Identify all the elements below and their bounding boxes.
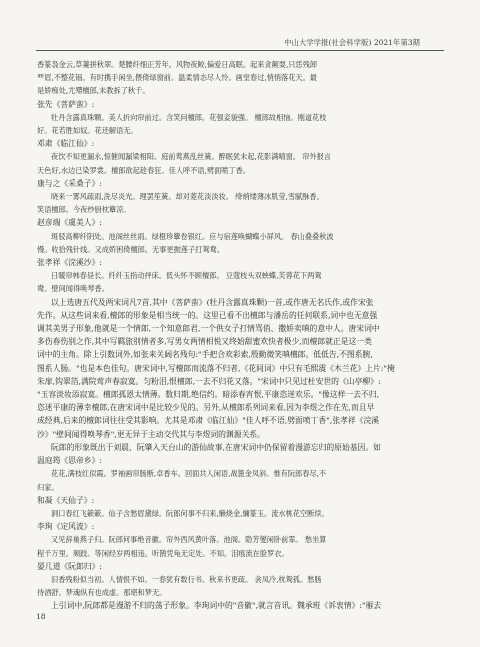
text-line: 夜饮不知更漏永,惊催闻漏梁相阳。庭前莺燕乱丝簧。醉眠犹未起,花影满晴窗。 帘外报言 <box>51 152 331 162</box>
text-line: 李珣《定风波》: <box>37 522 95 532</box>
text-line: 慢。收拾残针线。又成娇困倚檀郎。无事更抛莲子打鸳鸯。 <box>37 244 224 254</box>
header-rule <box>36 50 444 51</box>
text-line: 以上选唐五代及两宋词凡7首,其中《菩萨蛮》(牡丹含露真珠颗)一首,或作唐无名氏作,或作宋张 <box>51 297 374 307</box>
text-line: 和凝《天仙子》: <box>37 495 95 505</box>
text-line: 香篆袅金云,草萋拼秋翠。楚腰纤细正芳年。风物夜鲛,偏爱日高眠。起来贪颠耍,只恁残卸 <box>37 60 317 69</box>
text-line: 待酒舒。梦魂纵有也成虚。那堪和梦无。 <box>37 588 167 598</box>
text-line: 是娇痴处,尤殢檀郎,未教拆了秋千。 <box>37 86 150 96</box>
text-line: 赵彦端《虞美人》: <box>37 218 103 228</box>
text-line: 归家。 <box>37 482 59 492</box>
text-line: 又见辞巢燕子归。阮郎何事绝音徽。帘外西风黄叶落。池阁。隐芳燮闲卧前霏。 愁坐算 <box>51 535 327 545</box>
text-line: 调其美男子形象,他就是一个情郎,一个知意郎君,一个供女子打情骂俏、撒娇卖嗔的意中人。唐宋词中 <box>37 324 380 334</box>
journal-header: 中山大学学报(社会科学版) 2021年第3期 <box>284 38 420 47</box>
text-line: 张先《菩萨蛮》: <box>37 99 95 109</box>
text-line: 多伤春伤别之作,其中写羁旅别情者多,写男女两情相悦又终始甜蜜欢快者极少,而檀郎就正是这一类 <box>37 337 372 347</box>
text-line: 阮郎的形象既出于刘晨、阮肇入天台山的游仙故事,在唐宋词中仍保留着漫游忘归的原始基因。如 <box>51 442 381 452</box>
text-line: 晏几道《阮郎归》: <box>37 561 103 571</box>
text-line: 斑驳高柳纤阴处。池阁丝丝雨。绿橙珍簟卷银红。应与宿莲唤蝴蝶小屏风。 春山叠叠秋波 <box>51 231 334 241</box>
text-line: 康与之《采桑子》: <box>37 178 103 188</box>
text-line: 天色好,水边已染罗裳。檀郎欲起趁春狂。佳人呼不语,劈面喷丁香。 <box>37 165 251 175</box>
text-line: 温庭筠《思帝乡》: <box>37 456 103 466</box>
text-line: 张孝祥《浣溪沙》: <box>37 258 103 268</box>
text-line: 花花,满枝红似霞。罗袖画帘肠断,卓香车。回面共人闲语,战篦金凤斜。惟有阮郎春尽,不 <box>51 469 327 479</box>
text-line: 先作。从这些词来看,檀郎的形象是相当统一的。这里已看不出檀郎与潘岳的任何联系,词中也无意强 <box>37 310 378 320</box>
text-line: 朱扉,钩翠箔,满院莺声春寂寞。匀粉泪,恨檀郎,一去不归花又落。"宋词中只见过杜安世的《山亭柳》: <box>37 376 381 386</box>
text-line: 日暖帘帏春昼长。纤纤玉指动抨床。低头怀不顾檀郎。 豆蔻枝头双蛱蝶,芙蓉花下两鸳 <box>51 271 322 281</box>
text-line: 程千万里。频跂。等闲经岁两相违。听鹊凭龟无定处。不知。泪痕流在脸罗衣。 <box>37 548 289 558</box>
text-line: 洞口春红飞簌簌。仙子含愁眉黛绿。阮郎何事不归来,懒烧金,慵篆玉。流水桃花空断续。 <box>51 508 329 518</box>
text-line: 图系人肠。"也是本色佳句。唐宋词中,写檀郎而流落不归者,《花间词》中只有毛熙震《木兰花》上片:"掩 <box>37 363 395 373</box>
text-line: 沙》"壁间闻得唤琴香",更无异于主动交代其与李煜词的渊源关系。 <box>37 429 265 439</box>
text-line: 晓来一雾风疏雨,洗尽炎光。理罢笙簧。却对菱花淡淡妆。 绛绡缕薄冰肌莹,雪腻酥香。 <box>51 192 324 202</box>
text-line: 鸯。壁间闻得唤琴香。 <box>37 284 109 294</box>
page-number: 18 <box>36 612 46 621</box>
text-line: 好。花若胜如奴。花还解语无。 <box>37 126 138 136</box>
text-line: 恣迷平康的薄幸檀郎,在唐宋词中是比较少见的。另外,从檀郎系列词来看,因为李煜之作在先,而且早 <box>37 403 375 413</box>
text-line: 旧香残粉似当初。人情恨不如。一春犹有数行书。秋来书更疏。 衾凤冷,枕鸳孤。愁肠 <box>51 574 322 584</box>
text-line: 牡丹含露真珠颗。美人折向帘前过。含笑问檀郎。花强妾貌强。 檀郎故相恼。刚道花枝 <box>51 112 327 122</box>
text-line: 覀眉,不整花钿。有时携手闲坐,偎倚绿窗前。温柔情态尽人怜。画堂春过,悄悄落花天。最 <box>37 73 317 83</box>
text-line: "玉容淡妆添寂寞。檀郎孤恩太情薄。数归期,绝信约。暗添春宵恨,平康恣迷欢乐。"像这样一去不归, <box>37 390 380 400</box>
article-body <box>37 58 447 613</box>
text-line: 笑语檀郎。今夜纱厨枕簟凉。 <box>37 205 131 215</box>
text-line: 成经典,后来的檀郎词往往受其影响。尤其是邓肃《临江仙》"佳人呼不语,劈面喷丁香",张孝祥《浣溪 <box>37 416 380 426</box>
text-line: 词中的主角。除上引数词外,如张来关阔名残句:"手把合欢彩索,殷勤微笑嗔檀郎。低低告,不图系腕, <box>37 350 373 360</box>
text-line: 上引词中,阮郎都是漫游不归的荡子形象。李珣词中的"音徽",就言音讯。魏承班《诉衷情》:"雁去 <box>51 601 382 611</box>
text-line: 邓肃《临江仙》: <box>37 139 95 149</box>
